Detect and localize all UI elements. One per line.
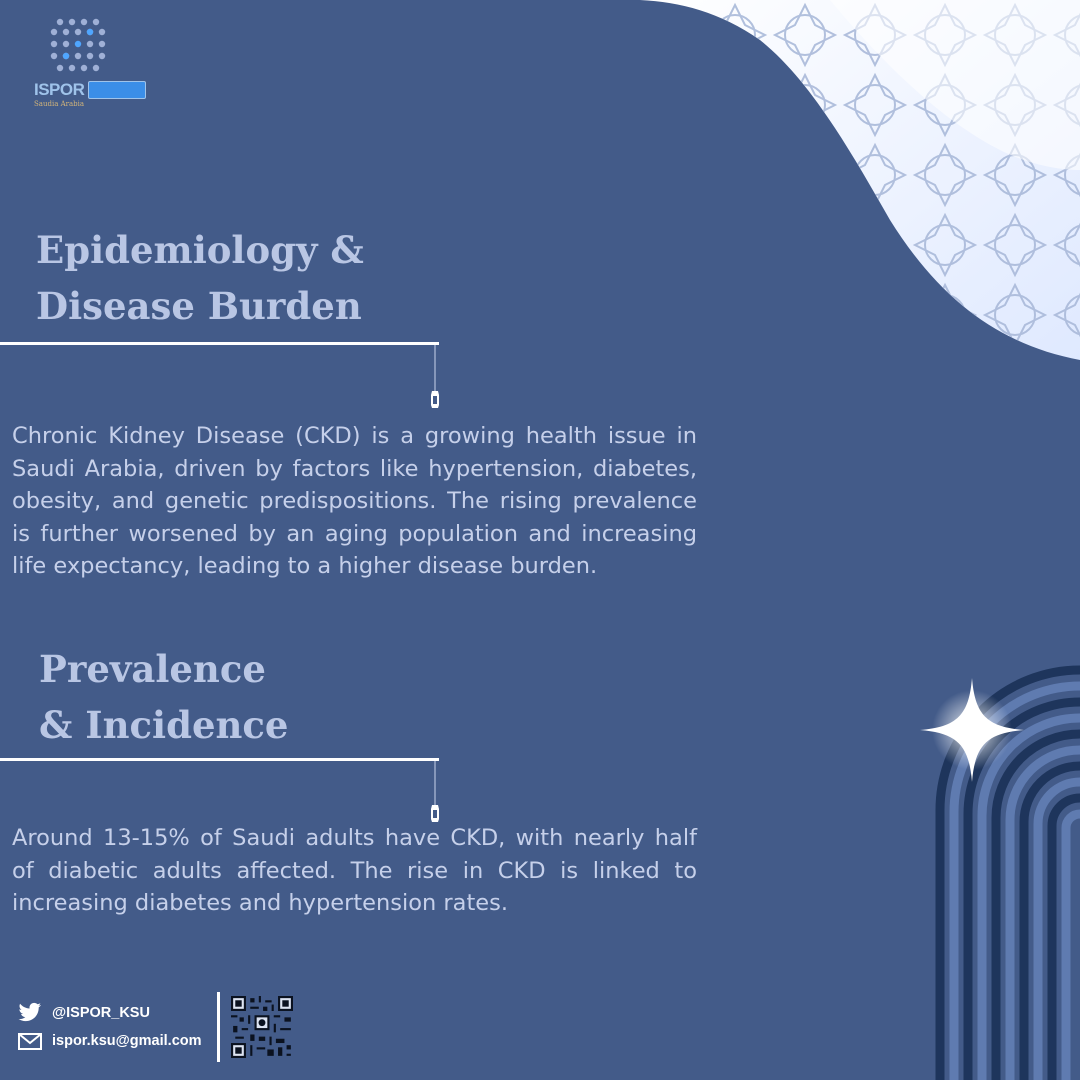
section-body-epidemiology: Chronic Kidney Disease (CKD) is a growing health issue in Saudi Arabia, driven by factors like hypertension, diabetes, obesity, and genetic predispositions. The rising prevalence is further worsened by an aging population and increasing life expectancy, leading to a higher disease burden.	[12, 423, 697, 579]
section-body-prevalence: Around 13-15% of Saudi adults have CKD, with nearly half of diabetic adults affected. The rise in CKD is linked to increasing diabetes and hypertension rates.	[12, 825, 697, 916]
sparkle-icon	[912, 670, 1032, 790]
footer-email[interactable]	[18, 1030, 202, 1052]
qr-code-icon[interactable]	[231, 996, 293, 1058]
envelope-icon	[18, 1030, 42, 1052]
twitter-handle[interactable]: @ISPOR_KSU	[52, 1005, 150, 1021]
heading-line: Prevalence	[39, 647, 266, 691]
lantern-icon	[429, 345, 441, 411]
section-heading-epidemiology	[36, 222, 364, 334]
email-address[interactable]: ispor.ksu@gmail.com	[52, 1033, 202, 1049]
twitter-bird-icon	[18, 1002, 42, 1024]
heading-underline	[0, 342, 439, 345]
logo-wordmark: ISPOR	[34, 80, 85, 99]
section-heading-prevalence	[39, 641, 288, 753]
heading-line: & Incidence	[39, 703, 289, 747]
lantern-icon	[429, 761, 441, 825]
footer-divider	[217, 992, 220, 1062]
heading-line: Epidemiology &	[36, 228, 364, 272]
logo-subtitle: Saudia Arabia	[34, 100, 85, 108]
ispor-logo	[30, 14, 140, 108]
logo-badge	[88, 81, 146, 99]
footer-twitter[interactable]	[18, 1002, 150, 1024]
heading-line: Disease Burden	[36, 284, 362, 328]
heading-underline	[0, 758, 439, 761]
logo-dots-icon	[50, 16, 110, 76]
